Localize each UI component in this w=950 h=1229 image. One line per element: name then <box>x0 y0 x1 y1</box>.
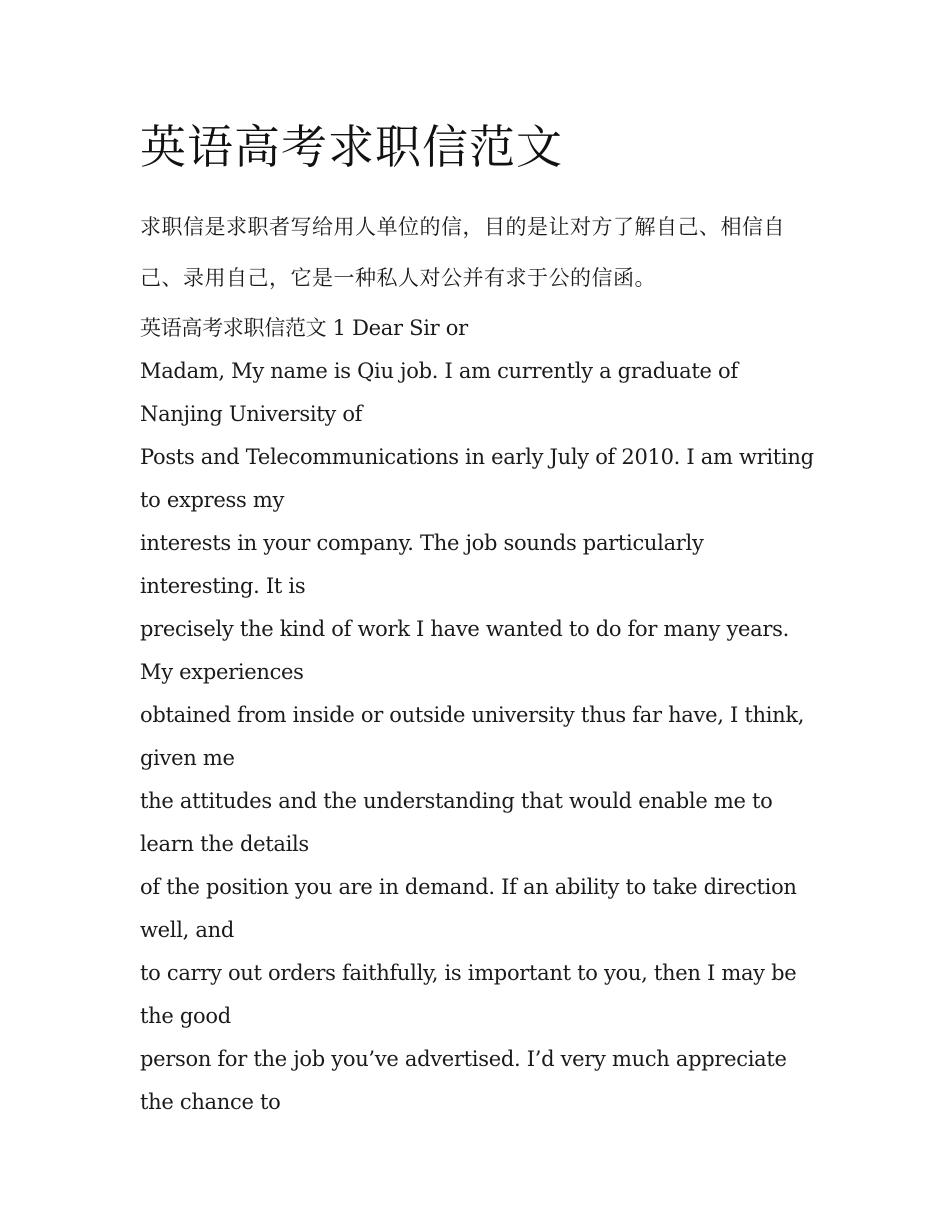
letter-line: Madam, My name is Qiu job. I am currently a graduate of Nanjing University of <box>140 359 738 426</box>
document-title: 英语高考求职信范文 <box>140 120 563 174</box>
letter-line: Posts and Telecommunications in early July of 2010. I am writing to express my <box>140 445 814 512</box>
letter-body <box>140 350 820 1124</box>
document-body <box>140 112 820 1124</box>
letter-line: person for the job you’ve advertised. I’d very much appreciate the chance to <box>140 1047 787 1114</box>
letter-line: to carry out orders faithfully, is important to you, then I may be the good <box>140 961 797 1028</box>
letter-line: interests in your company. The job sounds particularly interesting. It is <box>140 531 704 598</box>
letter-line: the attitudes and the understanding that would enable me to learn the details <box>140 789 773 856</box>
letter-line: obtained from inside or outside university thus far have, I think, given me <box>140 703 805 770</box>
intro-paragraph: 求职信是求职者写给用人单位的信，目的是让对方了解自己、相信自己、录用自己，它是一种私人对公并有求于公的信函。 <box>140 215 785 290</box>
letter-line: of the position you are in demand. If an ability to take direction well, and <box>140 875 797 942</box>
section-heading: 英语高考求职信范文 1 Dear Sir or <box>140 316 468 340</box>
letter-line: precisely the kind of work I have wanted to do for many years. My experiences <box>140 617 789 684</box>
